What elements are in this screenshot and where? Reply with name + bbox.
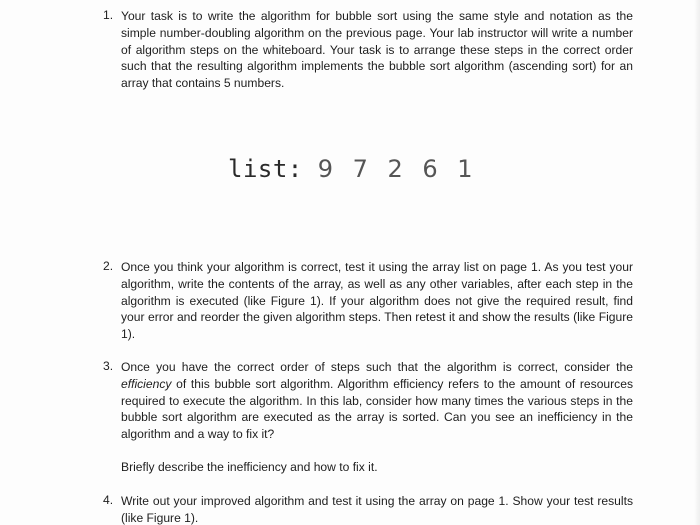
question-3-text-after: of this bubble sort algorithm. Algorithm efficiency refers to the amount of resources required to execute the algorithm. In this lab, consider how many times the various steps in the bubble sort algorithm are executed as the array is sorted. Can you see an inefficiency in the algorithm and a way to fix it? (121, 376, 633, 442)
question-4-text: Write out your improved algorithm and test it using the array on page 1. Show your test results (like Figure 1). (121, 494, 633, 525)
question-3-text-before: Once you have the correct order of steps such that the algorithm is correct, consider the (121, 360, 633, 374)
question-1-text: Your task is to write the algorithm for bubble sort using the same style and notation as the simple number-doubling algorithm on the previous page. Your lab instructor will write a number of algorithm steps on the whiteboard. Your task is to arrange these steps in the correct order such that the resulting algorithm implements the bubble sort algorithm (ascending sort) for an array that contains 5 numbers. (121, 9, 633, 91)
question-1-number: 1. (103, 8, 114, 22)
array-list-values: 9 7 2 6 1 (317, 155, 479, 183)
array-list-display (228, 155, 479, 183)
question-2-number: 2. (103, 259, 114, 273)
question-3-emphasis: efficiency (121, 376, 172, 391)
question-3-note: Briefly describe the inefficiency and how to fix it. (121, 459, 378, 474)
question-2-text: Once you think your algorithm is correct, test it using the array list on page 1. As you test your algorithm, write the contents of the array, as well as any other variables, after each step in the algorithm is executed (like Figure 1). If your algorithm does not give the required result, find your error and reorder the given algorithm steps. Then retest it and show the results (like Figure 1). (121, 260, 633, 342)
question-4-number: 4. (103, 493, 114, 507)
question-1 (103, 8, 633, 92)
page-edge-shadow (694, 0, 700, 525)
question-2 (103, 259, 633, 343)
array-list-label: list: (228, 155, 303, 183)
question-3-number: 3. (103, 359, 114, 373)
question-3-text (121, 359, 633, 443)
question-4 (103, 493, 633, 525)
question-3 (103, 359, 633, 476)
